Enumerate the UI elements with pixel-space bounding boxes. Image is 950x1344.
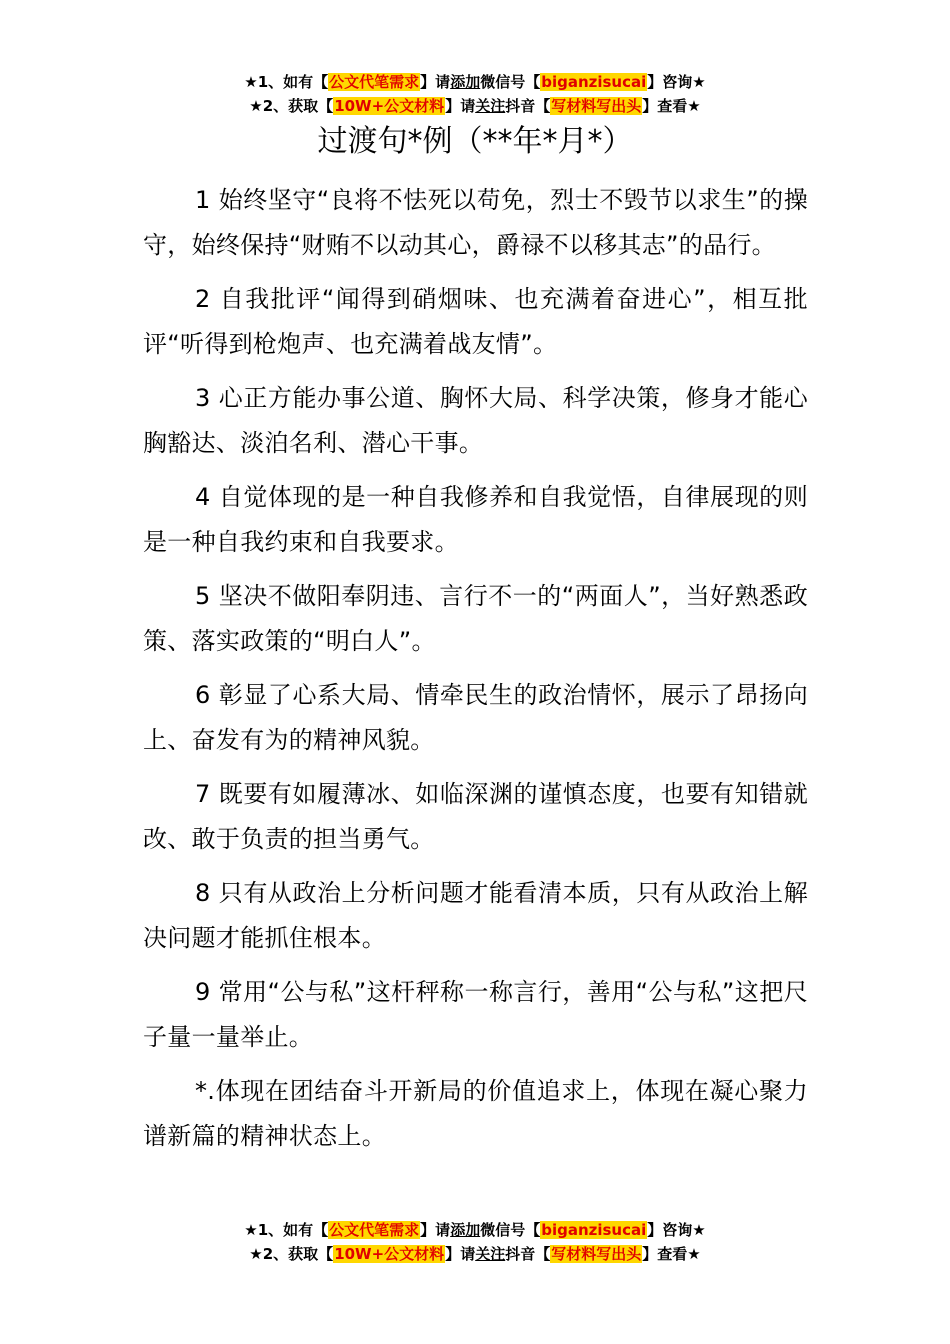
banner-highlight: 公文代笔需求 xyxy=(329,1221,420,1239)
paragraph-6: 6 彰显了心系大局、情牵民生的政治情怀，展示了昂扬向上、奋发有为的精神风貌。 xyxy=(143,681,808,754)
banner-text: 】请 xyxy=(445,1245,476,1263)
document-title: 过渡句*例（**年*月*） xyxy=(317,124,633,159)
banner-highlight: 写材料写出头 xyxy=(551,97,642,115)
header-banner-line-1 xyxy=(0,70,950,94)
footer-banner xyxy=(0,1218,950,1266)
paragraph-3: 3 心正方能办事公道、胸怀大局、科学决策，修身才能心胸豁达、淡泊名利、潜心干事。 xyxy=(143,384,808,457)
paragraph-4: 4 自觉体现的是一种自我修养和自我觉悟，自律展现的则是一种自我约束和自我要求。 xyxy=(143,483,808,556)
paragraph-2: 2 自我批评“闻得到硝烟味、也充满着奋进心”，相互批评“听得到枪炮声、也充满着战友情”。 xyxy=(143,285,808,358)
paragraph-9: 9 常用“公与私”这杆秤称一称言行，善用“公与私”这把尺子量一量举止。 xyxy=(143,978,808,1051)
banner-text: 抖音【 xyxy=(505,1245,551,1263)
banner-text: 】请 xyxy=(445,97,476,115)
paragraph-8: 8 只有从政治上分析问题才能看清本质，只有从政治上解决问题才能抓住根本。 xyxy=(143,879,808,952)
banner-text: 抖音【 xyxy=(505,97,551,115)
banner-text: ★1、如有【 xyxy=(244,1221,329,1239)
paragraph-10: *.体现在团结奋斗开新局的价值追求上，体现在凝心聚力谱新篇的精神状态上。 xyxy=(143,1077,808,1150)
banner-highlight: 10W+公文材料 xyxy=(334,1245,445,1263)
banner-text: ★1、如有【 xyxy=(244,73,329,91)
paragraph-1: 1 始终坚守“良将不怯死以苟免，烈士不毁节以求生”的操守，始终保持“财贿不以动其心，爵禄不以移其志”的品行。 xyxy=(143,186,808,259)
banner-highlight: 公文代笔需求 xyxy=(329,73,420,91)
paragraph-5: 5 坚决不做阳奉阴违、言行不一的“两面人”，当好熟悉政策、落实政策的“明白人”。 xyxy=(143,582,808,655)
banner-text: ★2、获取【 xyxy=(249,1245,334,1263)
banner-text: 】咨询★ xyxy=(647,73,706,91)
footer-banner-line-1 xyxy=(0,1218,950,1242)
banner-highlight: 写材料写出头 xyxy=(551,1245,642,1263)
banner-text: 微信号【 xyxy=(480,1221,541,1239)
banner-emphasis: 关注 xyxy=(475,1245,506,1263)
banner-text: ★2、获取【 xyxy=(249,97,334,115)
footer-banner-line-2 xyxy=(0,1242,950,1266)
banner-emphasis: 添加 xyxy=(450,73,481,91)
header-banner-line-2 xyxy=(0,94,950,118)
header-banner xyxy=(0,70,950,118)
banner-text: 】查看★ xyxy=(642,1245,701,1263)
banner-highlight: biganzisucai xyxy=(541,73,647,91)
banner-highlight: biganzisucai xyxy=(541,1221,647,1239)
banner-text: 】咨询★ xyxy=(647,1221,706,1239)
banner-text: 】请 xyxy=(420,1221,451,1239)
document-body xyxy=(143,178,808,1168)
banner-emphasis: 添加 xyxy=(450,1221,481,1239)
banner-text: 】查看★ xyxy=(642,97,701,115)
banner-highlight: 10W+公文材料 xyxy=(334,97,445,115)
banner-text: 微信号【 xyxy=(480,73,541,91)
paragraph-7: 7 既要有如履薄冰、如临深渊的谨慎态度，也要有知错就改、敢于负责的担当勇气。 xyxy=(143,780,808,853)
banner-emphasis: 关注 xyxy=(475,97,506,115)
banner-text: 】请 xyxy=(420,73,451,91)
